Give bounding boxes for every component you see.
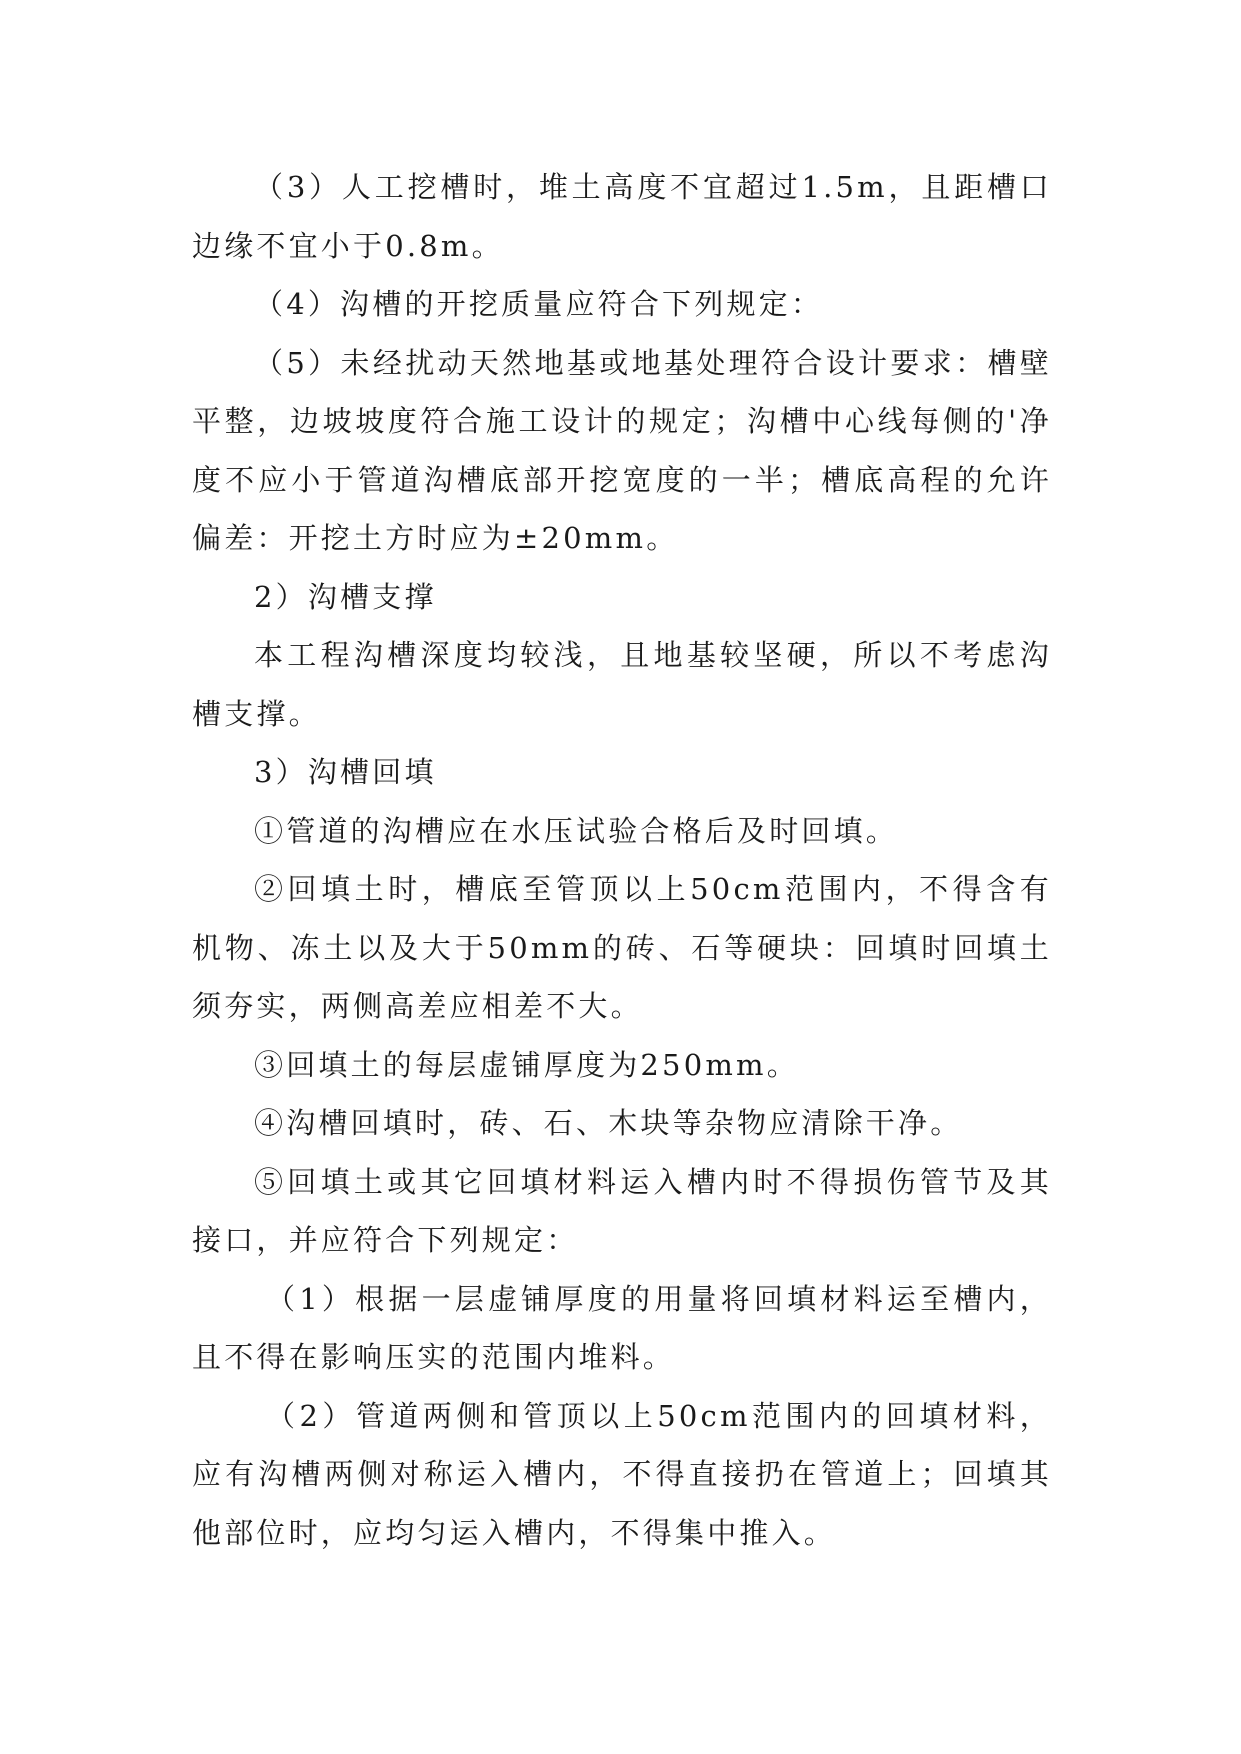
paragraph-backfill-rule-2: （2）管道两侧和管顶以上50cm范围内的回填材料，应有沟槽两侧对称运入槽内，不得直接扔在管道上；回填其他部位时，应均匀运入槽内，不得集中推入。: [192, 1398, 1052, 1550]
heading-trench-support: 2）沟槽支撑: [254, 579, 437, 614]
paragraph-backfill-item-4: ④沟槽回填时，砖、石、木块等杂物应清除干净。: [254, 1106, 963, 1140]
paragraph-backfill-item-5: ⑤回填土或其它回填材料运入槽内时不得损伤管节及其接口，并应符合下列规定：: [192, 1164, 1052, 1257]
paragraph-backfill-item-3: ③回填土的每层虚铺厚度为250mm。: [254, 1047, 799, 1082]
paragraph-backfill-item-1: ①管道的沟槽应在水压试验合格后及时回填。: [254, 813, 899, 848]
paragraph-foundation-requirements: （5）未经扰动天然地基或地基处理符合设计要求：槽壁平整，边坡坡度符合施工设计的规定；沟槽中心线每侧的'净度不应小于管道沟槽底部开挖宽度的一半；槽底高程的允许偏差：开挖土方时应为±20mm。: [192, 345, 1052, 555]
document-body: [192, 158, 1052, 1562]
paragraph-backfill-item-2: ②回填土时，槽底至管顶以上50cm范围内，不得含有机物、冻土以及大于50mm的砖、石等硬块：回填时回填土须夯实，两侧高差应相差不大。: [192, 872, 1052, 1023]
paragraph-support-not-considered: 本工程沟槽深度均较浅，且地基较坚硬，所以不考虑沟槽支撑。: [192, 638, 1052, 731]
paragraph-manual-trench-soil-height: （3）人工挖槽时，堆土高度不宜超过1.5m，且距槽口边缘不宜小于0.8m。: [192, 170, 1052, 263]
paragraph-backfill-rule-1: （1）根据一层虚铺厚度的用量将回填材料运至槽内，且不得在影响压实的范围内堆料。: [192, 1281, 1052, 1374]
paragraph-trench-quality-rules: （4）沟槽的开挖质量应符合下列规定：: [254, 287, 824, 321]
heading-trench-backfill: 3）沟槽回填: [254, 755, 437, 789]
